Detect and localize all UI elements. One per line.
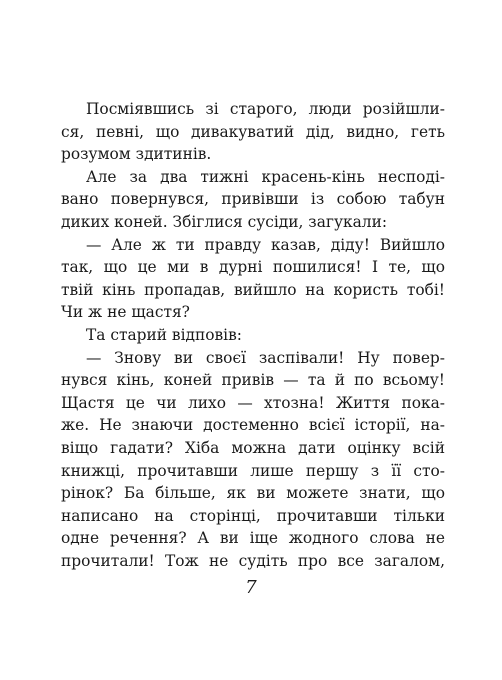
page-body — [61, 98, 445, 572]
text-line: ся, певні, що дивакуватий дід, видно, геть — [61, 122, 445, 141]
text-line: — Знову ви своєї заспівали! Ну повер- — [86, 348, 445, 367]
text-line: так, що це ми в дурні пошилися! І те, що — [61, 258, 445, 277]
text-line: віщо гадати? Хіба можна дати оцінку всій — [61, 438, 445, 457]
text-line: — Але ж ти правду казав, діду! Вийшло — [86, 235, 445, 254]
text-line: одне речення? А ви іще жодного слова не — [61, 529, 445, 548]
text-line: прочитали! Тож не судіть про все загалом, — [61, 551, 445, 570]
text-line: розумом здитинів. — [61, 145, 212, 164]
text-line: вано повернувся, привівши із собою табун — [61, 190, 445, 209]
text-line: твій кінь пропадав, вийшло на користь тобі! — [61, 280, 445, 299]
text-line: Та старий відповів: — [86, 325, 242, 344]
text-line: Чи ж не щастя? — [61, 303, 190, 322]
text-line: диких коней. Збіглися сусіди, загукали: — [61, 212, 388, 231]
text-line: Посміявшись зі старого, люди розійшли- — [86, 100, 445, 118]
text-line: книжці, прочитавши лише першу з її сто- — [61, 461, 445, 480]
text-line: Але за два тижні красень-кінь несподі- — [86, 167, 445, 186]
text-line: же. Не знаючи достеменно всієї історії, на- — [61, 416, 445, 435]
page-number: 7 — [245, 577, 257, 598]
text-line: написано на сторінці, прочитавши тільки — [61, 506, 445, 525]
text-line: нувся кінь, коней привів — та й по всьому! — [61, 371, 445, 390]
text-line: Щастя це чи лихо — хтозна! Життя пока- — [61, 393, 445, 412]
text-line: рінок? Ба більше, як ви можете знати, що — [61, 484, 445, 503]
